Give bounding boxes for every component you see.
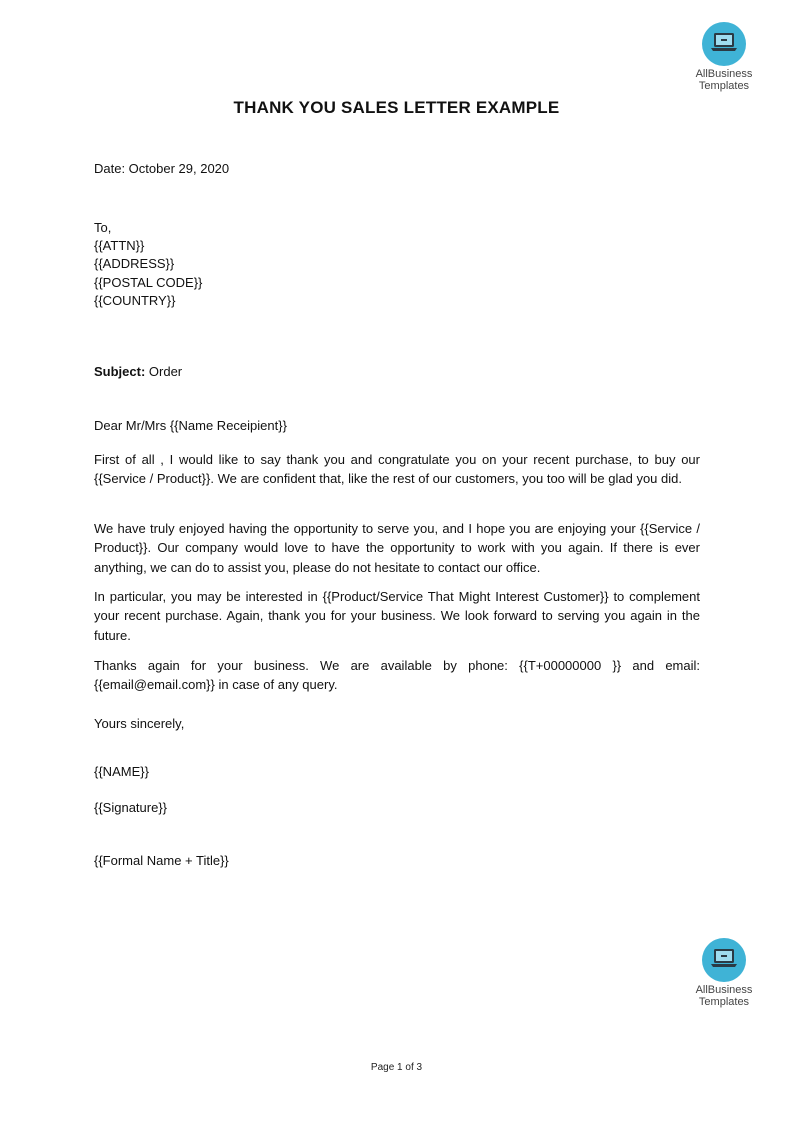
logo-line2: Templates (698, 996, 750, 1008)
letter-date: Date: October 29, 2020 (94, 161, 230, 176)
recipient-address (94, 219, 700, 310)
closing: Yours sincerely, (94, 716, 185, 731)
logo-line1: AllBusiness (695, 984, 753, 996)
paragraph-4: Thanks again for your business. We are available by phone: {{T+00000000 }} and email: {{email@email.com}} in case of any query. (94, 658, 700, 693)
sender-formal-name: {{Formal Name + Title}} (94, 853, 229, 868)
laptop-icon (702, 938, 746, 982)
subject-line (94, 362, 700, 381)
page-number: Page 1 of 3 (370, 1062, 423, 1073)
subject-label: Subject: (94, 364, 146, 379)
logo-line2: Templates (698, 80, 750, 92)
logo-top (684, 22, 764, 92)
subject-value: Order (145, 364, 183, 379)
to-line: To, (94, 220, 112, 235)
logo-bottom (684, 938, 764, 1008)
country-line: {{COUNTRY}} (94, 292, 176, 308)
letter-title: THANK YOU SALES LETTER EXAMPLE (233, 98, 560, 117)
paragraph-1: First of all , I would like to say thank you and congratulate you on your recent purchase, to buy our {{Service / Product}}. We are confident that, like the rest of our customers, you too will be glad you did. (94, 452, 700, 487)
address-line: {{ADDRESS}} (94, 256, 175, 272)
sender-signature: {{Signature}} (94, 800, 168, 815)
paragraph-2: We have truly enjoyed having the opportunity to serve you, and I hope you are enjoying your {{Service / Product}}. Our company would love to have the opportunity to work with you again. If there is ever anything, we can do to assist you, please do not hesitate to contact our office. (94, 521, 700, 575)
paragraph-3: In particular, you may be interested in {{Product/Service That Might Interest Customer}} to complement your recent purchase. Again, thank you for your business. We look forward to serving you again in the future. (94, 589, 700, 643)
laptop-icon (702, 22, 746, 66)
attn-line: {{ATTN}} (94, 238, 145, 254)
postal-code-line: {{POSTAL CODE}} (94, 274, 203, 290)
logo-line1: AllBusiness (695, 68, 753, 80)
greeting: Dear Mr/Mrs {{Name Receipient}} (94, 418, 287, 433)
sender-name: {{NAME}} (94, 764, 149, 779)
